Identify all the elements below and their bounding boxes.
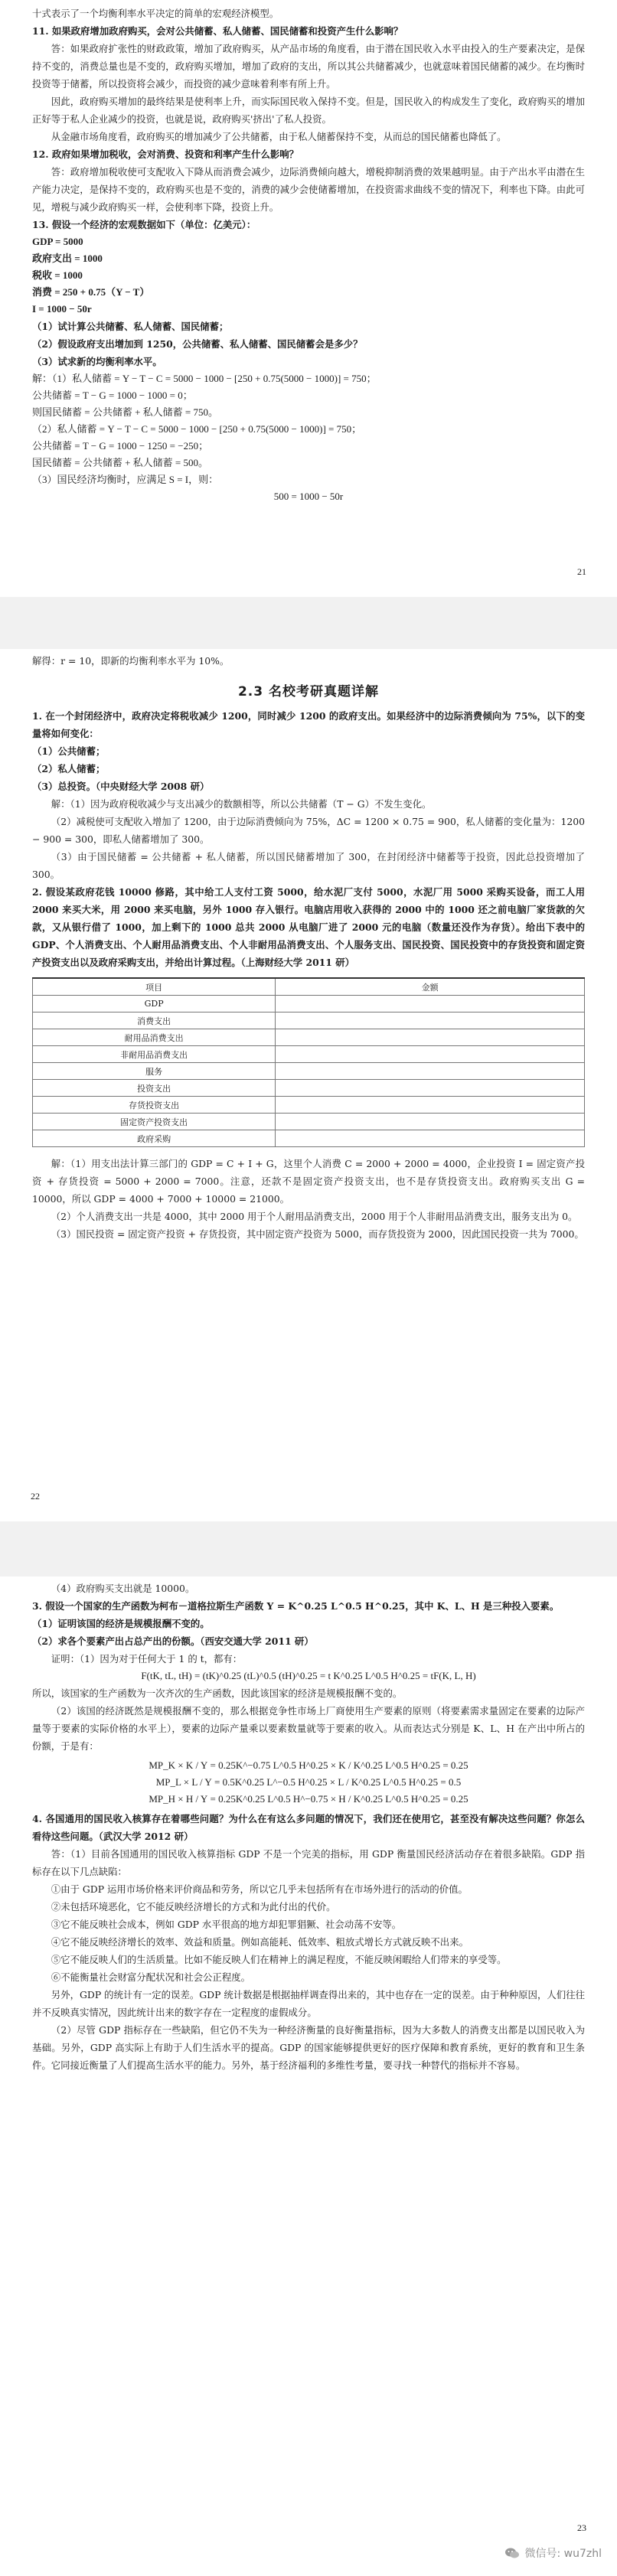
answer-4: ②未包括环境恶化，它不能反映经济增长的方式和为此付出的代价。 bbox=[51, 1901, 336, 1912]
answer-line: （4）政府购买支出就是 10000。 bbox=[51, 1583, 195, 1594]
share-value: = 0.5 bbox=[440, 1776, 462, 1788]
row-value bbox=[276, 1063, 585, 1080]
question-13: 13. 假设一个经济的宏观数据如下（单位：亿美元）： bbox=[32, 219, 256, 230]
data-gov: 政府支出 = 1000 bbox=[32, 253, 103, 264]
answer-11: 答：如果政府扩张性的财政政策，增加了政府购买，从产品市场的角度看，由于潜在国民收入水平由投入的生产要素决定，是保持不变的，消费总量也是不变的，政府购买增加，增加了政府的支出，所以其公共储蓄减少，也就意味着国民储蓄的减少。在均衡时投资等于储蓄，所以投资将会减少，而投资的减少意味着利率有所上升。 bbox=[32, 43, 585, 90]
question-1-item: （3）总投资。（中央财经大学 2008 研） bbox=[32, 781, 210, 792]
row-value bbox=[276, 1029, 585, 1046]
question-1-item: （1）公共储蓄； bbox=[32, 745, 106, 757]
data-investment: I = 1000 − 50r bbox=[32, 303, 92, 315]
question-1-item: （2）私人储蓄； bbox=[32, 763, 106, 774]
question-12: 12. 政府如果增加税收，会对消费、投资和利率产生什么影响？ bbox=[32, 148, 299, 160]
share-expr: 0.25K^−0.75 L^0.5 H^0.25 × K / K^0.25 L^0.5 H^0.25 bbox=[218, 1759, 441, 1771]
question-3: 3. 假设一个国家的生产函数为柯布－道格拉斯生产函数 Y = K^0.25 L^0.5 H^0.25，其中 K、L、H 是三种投入要素。 bbox=[32, 1600, 560, 1612]
answer-4: ④它不能反映经济增长的效率、效益和质量。例如高能耗、低效率、粗放式增长方式就反映不出来。 bbox=[51, 1936, 468, 1948]
table-row bbox=[33, 1080, 585, 1097]
answer-4: ③它不能反映社会成本，例如 GDP 水平很高的地方却犯罪猖獗、社会动荡不安等。 bbox=[51, 1919, 402, 1930]
answer-4: ⑥不能衡量社会财富分配状况和社会公正程度。 bbox=[51, 1971, 250, 1983]
data-consumption: 消费 = 250 + 0.75（Y − T） bbox=[32, 286, 150, 298]
share-equation-l: MP_L × L / Y = 0.5K^0.25 L^−0.5 H^0.25 × L / K^0.25 L^0.5 H^0.25 = 0.5 bbox=[155, 1776, 462, 1788]
text-line: 解得：r = 10，即新的均衡利率水平为 10%。 bbox=[32, 655, 230, 667]
answer-4: 另外，GDP 的统计有一定的误差。GDP 统计数据是根据抽样调查得出来的，其中也存在一定的误差。由于种种原因，人们往往并不反映真实情况，因此统计出来的数字存在一定程度的虚假成分。 bbox=[32, 1989, 585, 2018]
page-number: 23 bbox=[577, 2522, 586, 2533]
question-2: 2. 假设某政府花钱 10000 修路，其中给工人支付工资 5000，给水泥厂支付 5000，水泥厂用 5000 采购买设备，而工人用 2000 来买大米，用 2000 来买电脑，另外 1000 存入银行。电脑店用收入获得的 2000 中的 1000 还之前电脑厂家货款的欠款，又从银行借了 1000，加上剩下的 1000 总共 2000 从电脑厂进了 2000 元的电脑（数量还没作为存货）。给出下表中的 GDP、个人消费支出、个人耐用品消费支出、个人非耐用品消费支出、个人服务支出、国民投资、国民投资中的存货投资和固定资产投资支出以及政府采购支出，并给出计算过程。（上海财经大学 2011 研） bbox=[32, 886, 585, 968]
share-expr: 0.25K^0.25 L^0.5 H^−0.75 × H / K^0.25 L^0.5 H^0.25 bbox=[218, 1793, 441, 1805]
answer-line: （2）私人储蓄 = Y − T − C = 5000 − 1000 − [250 + 0.75(5000 − 1000)] = 750； bbox=[32, 423, 362, 435]
answer-1: （3）由于国民储蓄 = 公共储蓄 + 私人储蓄，所以国民储蓄增加了 300，在封闭经济中储蓄等于投资，因此总投资增加了 300。 bbox=[32, 851, 585, 880]
row-value bbox=[276, 1080, 585, 1097]
row-label: 耐用品消费支出 bbox=[33, 1029, 276, 1046]
answer-2: （3）国民投资 = 固定资产投资 + 存货投资，其中固定资产投资为 5000，而存货投资为 2000，因此国民投资一共为 7000。 bbox=[51, 1228, 584, 1240]
answer-4: 答：（1）目前各国通用的国民收入核算指标 GDP 不是一个完美的指标，用 GDP 衡量国民经济活动存在着很多缺陷。GDP 指标存在以下几点缺陷： bbox=[32, 1848, 585, 1877]
question-3-item: （2）求各个要素产出占总产出的份额。（西安交通大学 2011 研） bbox=[32, 1635, 314, 1647]
answer-line: 公共储蓄 = T − G = 1000 − 1250 = −250； bbox=[32, 440, 209, 452]
column-header: 金额 bbox=[276, 978, 585, 996]
row-label: 服务 bbox=[33, 1063, 276, 1080]
answer-line: 公共储蓄 = T − G = 1000 − 1000 = 0； bbox=[32, 390, 193, 401]
page-23-body bbox=[32, 1580, 585, 2074]
proof-line: （2）该国的经济既然是规模报酬不变的，那么根据竞争性市场上厂商使用生产要素的原则（将要素需求量固定在要素的边际产量等于要素的实际价格的水平上），要素的边际产量乘以要素数量就等于要素的收入。从而表达式分别是 K、L、H 在产出中所占的份额，于是有： bbox=[32, 1705, 585, 1752]
page-number: 22 bbox=[31, 1491, 40, 1502]
row-label: 投资支出 bbox=[33, 1080, 276, 1097]
row-value bbox=[276, 996, 585, 1012]
table-row bbox=[33, 1114, 585, 1130]
question-3-item: （1）证明该国的经济是规模报酬不变的。 bbox=[32, 1618, 210, 1629]
question-4: 4. 各国通用的国民收入核算存在着哪些问题？为什么在有这么多问题的情况下，我们还在使用它，甚至没有解决这些问题？你怎么看待这些问题。（武汉大学 2012 研） bbox=[32, 1813, 585, 1842]
table-header bbox=[33, 978, 585, 996]
answer-line: 国民储蓄 = 公共储蓄 + 私人储蓄 = 500。 bbox=[32, 457, 208, 468]
question-11: 11. 如果政府增加政府购买，会对公共储蓄、私人储蓄、国民储蓄和投资产生什么影响？ bbox=[32, 25, 403, 37]
proof-line: 证明：（1）因为对于任何大于 1 的 t，都有： bbox=[51, 1653, 243, 1665]
sub-question: （2）假设政府支出增加到 1250，公共储蓄、私人储蓄、国民储蓄会是多少？ bbox=[32, 338, 363, 350]
answer-2: 解：（1）用支出法计算三部门的 GDP = C + I + G，这里个人消费 C = 2000 + 2000 = 4000，企业投资 I = 固定资产投资 + 存货投资 = 5000 + 2000 = 7000。注意，还款不是固定资产投资支出，也不是存货投资支出。政府购买支出 G = 10000，所以 GDP = 4000 + 7000 + 10000 = 21000。 bbox=[32, 1158, 585, 1205]
row-value bbox=[276, 1046, 585, 1063]
answer-12: 答：政府增加税收使可支配收入下降从而消费会减少，边际消费倾向越大，增税抑制消费的效果越明显。由于产出水平由潜在生产能力决定，是保持不变的，政府购买也是不变的，消费的减少会使储蓄增加，在投资需求曲线不变的情况下，利率也下降。由此可见，增税与减少政府购买一样，会使利率下降，投资上升。 bbox=[32, 166, 585, 213]
row-value bbox=[276, 1130, 585, 1147]
row-value bbox=[276, 1012, 585, 1029]
answer-4: ①由于 GDP 运用市场价格来评价商品和劳务，所以它几乎未包括所有在市场外进行的活动的价值。 bbox=[51, 1883, 468, 1895]
equation: 500 = 1000 − 50r bbox=[273, 491, 344, 502]
wechat-icon bbox=[504, 2547, 520, 2559]
answer-11-cont2: 从金融市场角度看，政府购买的增加减少了公共储蓄，由于私人储蓄保持不变，从而总的国民储蓄也降低了。 bbox=[51, 131, 507, 142]
row-label: 消费支出 bbox=[33, 1012, 276, 1029]
answer-2: （2）个人消费支出一共是 4000，其中 2000 用于个人耐用品消费支出，2000 用于个人非耐用品消费支出，服务支出为 0。 bbox=[51, 1211, 578, 1222]
answer-4: （2）尽管 GDP 指标存在一些缺陷，但它仍不失为一种经济衡量的良好衡量指标，因为大多数人的消费支出都是以国民收入为基础。另外，GDP 高实际上有助于人们生活水平的提高。GDP 的国家能够提供更好的医疗保障和教育系统，更好的教育和卫生条件。它同接近衡量了人们提高生活水平的能力。另外，基于经济福利的多维性考量，要寻找一种替代的指标并不容易。 bbox=[32, 2024, 585, 2071]
gdp-table bbox=[32, 977, 585, 1147]
table-row bbox=[33, 1046, 585, 1063]
page-21 bbox=[0, 0, 617, 597]
column-header: 项目 bbox=[33, 978, 276, 996]
table-row bbox=[33, 1097, 585, 1114]
row-label: GDP bbox=[33, 996, 276, 1012]
share-left: MP_L × L / Y bbox=[155, 1776, 212, 1788]
table-row bbox=[33, 1029, 585, 1046]
answer-1: （2）减税使可支配收入增加了 1200，由于边际消费倾向为 75%，ΔC = 1200 × 0.75 = 900，私人储蓄的变化量为：1200 − 900 = 300，即私人储蓄增加了 300。 bbox=[32, 816, 585, 845]
answer-1: 解：（1）因为政府税收减少与支出减少的数额相等，所以公共储蓄（T − G）不发生变化。 bbox=[51, 798, 432, 810]
section-title: 2.3 名校考研真题详解 bbox=[237, 684, 380, 699]
row-value bbox=[276, 1097, 585, 1114]
question-1: 1. 在一个封闭经济中，政府决定将税收减少 1200，同时减少 1200 的政府支出。如果经济中的边际消费倾向为 75%，以下的变量将如何变化： bbox=[32, 710, 585, 739]
page-gap bbox=[0, 1521, 617, 1577]
page-22 bbox=[0, 649, 617, 1521]
answer-4: ⑤它不能反映人们的生活质量。比如不能反映人们在精神上的满足程度，不能反映闲暇给人们带来的享受等。 bbox=[51, 1954, 507, 1965]
row-label: 固定资产投资支出 bbox=[33, 1114, 276, 1130]
answer-line: 解：（1）私人储蓄 = Y − T − C = 5000 − 1000 − [250 + 0.75(5000 − 1000)] = 750； bbox=[32, 373, 377, 384]
watermark-text: 微信号: wu7zhl bbox=[524, 2548, 602, 2560]
answer-line: 则国民储蓄 = 公共储蓄 + 私人储蓄 = 750。 bbox=[32, 406, 218, 418]
page-gap bbox=[0, 597, 617, 649]
row-label: 政府采购 bbox=[33, 1130, 276, 1147]
table-row bbox=[33, 1130, 585, 1147]
share-equation-k: MP_K × K / Y = 0.25K^−0.75 L^0.5 H^0.25 × K / K^0.25 L^0.5 H^0.25 = 0.25 bbox=[149, 1759, 468, 1771]
proof-line: 所以，该国家的生产函数为一次齐次的生产函数，因此该国家的经济是规模报酬不变的。 bbox=[32, 1687, 403, 1699]
row-value bbox=[276, 1114, 585, 1130]
data-tax: 税收 = 1000 bbox=[32, 269, 83, 281]
wechat-watermark bbox=[504, 2545, 602, 2561]
row-label: 存货投资支出 bbox=[33, 1097, 276, 1114]
page-22-body bbox=[32, 652, 585, 1243]
share-equation-h: MP_H × H / Y = 0.25K^0.25 L^0.5 H^−0.75 × H / K^0.25 L^0.5 H^0.25 = 0.25 bbox=[149, 1793, 468, 1805]
text-line: 十式表示了一个均衡利率水平决定的简单的宏观经济模型。 bbox=[32, 8, 279, 19]
sub-question: （3）试求新的均衡利率水平。 bbox=[32, 356, 162, 367]
share-left: MP_K × K / Y bbox=[149, 1759, 208, 1771]
equation: F(tK, tL, tH) = (tK)^0.25 (tL)^0.5 (tH)^0.25 = t K^0.25 L^0.5 H^0.25 = tF(K, L, H) bbox=[141, 1670, 476, 1681]
page-21-body bbox=[32, 5, 585, 505]
answer-11-cont: 因此，政府购买增加的最终结果是使利率上升，而实际国民收入保持不变。但是，国民收入的构成发生了变化，政府购买的增加正好等于私人企业减少的投资，也就是说，政府购买'挤出'了私人投资。 bbox=[32, 96, 585, 125]
share-left: MP_H × H / Y bbox=[149, 1793, 208, 1805]
page-23 bbox=[0, 1577, 617, 2576]
data-gdp: GDP = 5000 bbox=[32, 236, 83, 247]
table-row bbox=[33, 996, 585, 1012]
share-expr: 0.5K^0.25 L^−0.5 H^0.25 × L / K^0.25 L^0.5 H^0.25 bbox=[222, 1776, 439, 1788]
share-value: = 0.25 bbox=[442, 1793, 468, 1805]
page-number: 21 bbox=[577, 566, 586, 577]
table-row bbox=[33, 1063, 585, 1080]
sub-question: （1）试计算公共储蓄、私人储蓄、国民储蓄； bbox=[32, 321, 229, 332]
share-value: = 0.25 bbox=[442, 1759, 468, 1771]
answer-line: （3）国民经济均衡时，应满足 S = I，则： bbox=[32, 474, 219, 485]
table-row bbox=[33, 1012, 585, 1029]
row-label: 非耐用品消费支出 bbox=[33, 1046, 276, 1063]
